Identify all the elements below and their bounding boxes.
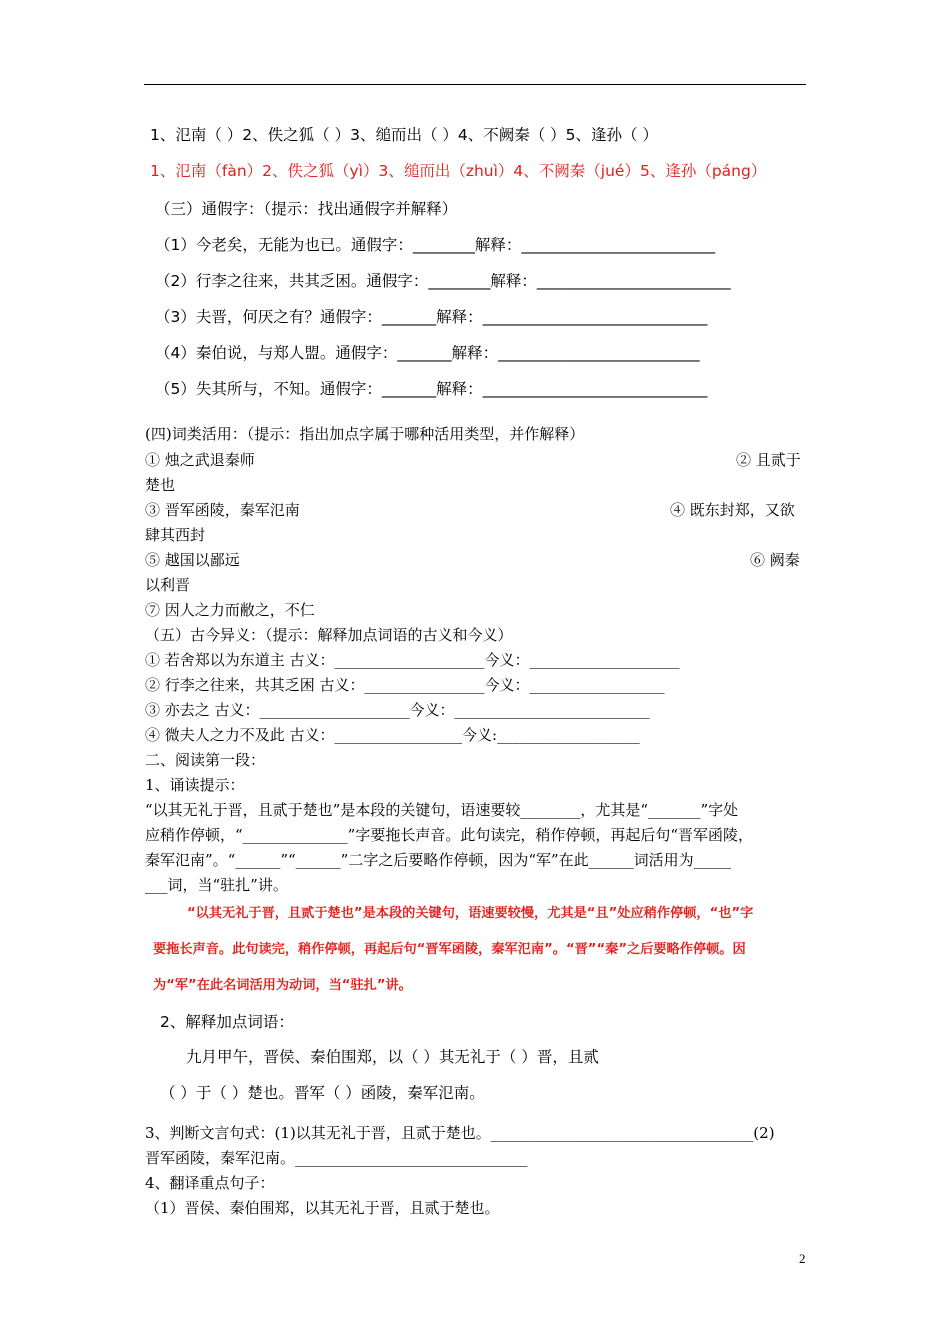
text-line-tj-3: （3）夫晋，何厌之有？通假字：_______解释：_____________________________ bbox=[155, 308, 708, 326]
text-line-p2-1a: “以其无礼于晋，且贰于楚也”是本段的关键句，语速要较________，尤其是“_______”字处 bbox=[145, 801, 739, 819]
text-line-hy-2b: 楚也 bbox=[145, 476, 176, 494]
text-line-s5-title: （五）古今异义：（提示：解释加点词语的古义和今义） bbox=[145, 626, 513, 644]
text-line-pron-q: 1、氾南（ ）2、佚之狐（ ）3、缒而出（ ）4、不阙秦（ ）5、逢孙（ ） bbox=[150, 126, 658, 144]
text-line-hy-5: ⑤ 越国以鄙远 bbox=[145, 551, 240, 569]
text-line-p2-1d: ___词，当“驻扎”讲。 bbox=[145, 876, 288, 894]
text-line-hy-2a: ② 且贰于 bbox=[736, 451, 801, 469]
text-line-p2-2b: （ ）于（ ）楚也。晋军（ ）函陵，秦军氾南。 bbox=[160, 1084, 485, 1102]
text-line-s3-title: （三）通假字：（提示：找出通假字并解释） bbox=[155, 200, 458, 218]
text-line-hy-1: ① 烛之武退秦师 bbox=[145, 451, 255, 469]
header-rule bbox=[144, 84, 806, 85]
text-line-s4-title: (四)词类活用：（提示：指出加点字属于哪种活用类型，并作解释） bbox=[145, 425, 585, 443]
text-line-hy-6a: ⑥ 阙秦 bbox=[750, 551, 800, 569]
text-line-tj-2: （2）行李之往来，共其乏困。通假字：________解释：_________________________ bbox=[155, 272, 731, 290]
text-line-p2-4a: （1）晋侯、秦伯围郑，以其无礼于晋，且贰于楚也。 bbox=[145, 1199, 500, 1217]
text-line-p2-title: 二、阅读第一段： bbox=[145, 751, 266, 769]
text-line-p2-3a: 3、判断文言句式：(1)以其无礼于晋，且贰于楚也。___________________________________(2) bbox=[145, 1124, 775, 1142]
text-line-p2-3b: 晋军函陵，秦军氾南。_______________________________ bbox=[145, 1149, 528, 1167]
text-line-hy-7: ⑦ 因人之力而敝之，不仁 bbox=[145, 601, 315, 619]
text-line-pron-ans: 1、氾南（fàn）2、佚之狐（yì）3、缒而出（zhuì）4、不阙秦（jué）5、逢孙（páng） bbox=[150, 162, 767, 180]
text-line-tj-1: （1）今老矣，无能为也已。通假字：________解释：_________________________ bbox=[155, 236, 716, 254]
text-line-hy-4a: ④ 既东封郑，又欲 bbox=[670, 501, 795, 519]
text-line-p2-1c: 秦军氾南”。“______”“______”二字之后要略作停顿，因为“军”在此______词活用为_____ bbox=[145, 851, 732, 869]
text-line-tj-5: （5）失其所与，不知。通假字：_______解释：_____________________________ bbox=[155, 380, 708, 398]
text-line-hy-6b: 以利晋 bbox=[145, 576, 191, 594]
text-line-ans-b: 要拖长声音。此句读完，稍作停顿，再起后句“晋军函陵，秦军氾南”。“晋”“秦”之后要略作停顿。因 bbox=[153, 942, 746, 957]
text-line-p2-1b: 应稍作停顿，“______________”字要拖长声音。此句读完，稍作停顿，再起后句“晋军函陵， bbox=[145, 826, 754, 844]
text-line-ans-c: 为“军”在此名词活用为动词，当“驻扎”讲。 bbox=[153, 978, 412, 993]
text-line-ans-a: “以其无礼于晋，且贰于楚也”是本段的关键句，语速要较慢，尤其是“且”处应稍作停顿，“也”字 bbox=[187, 906, 754, 921]
text-line-gj-3: ③ 亦去之 古义：____________________今义：__________________________ bbox=[145, 701, 650, 719]
text-line-p2-2a: 九月甲午，晋侯、秦伯围郑，以（ ）其无礼于（ ）晋，且贰 bbox=[186, 1048, 599, 1066]
text-line-p2-2: 2、解释加点词语： bbox=[160, 1013, 294, 1031]
text-line-gj-4: ④ 微夫人之力不及此 古义：_________________今义:___________________ bbox=[145, 726, 640, 744]
page-number: 2 bbox=[799, 1251, 806, 1266]
text-line-hy-4b: 肆其西封 bbox=[145, 526, 206, 544]
text-line-p2-1: 1、诵读提示： bbox=[145, 776, 245, 794]
text-line-hy-3: ③ 晋军函陵，秦军氾南 bbox=[145, 501, 300, 519]
text-line-p2-4: 4、翻译重点句子： bbox=[145, 1174, 275, 1192]
text-line-gj-2: ② 行李之往来，共其乏困 古义：________________今义：__________________ bbox=[145, 676, 665, 694]
text-line-tj-4: （4）秦伯说，与郑人盟。通假字：_______解释：__________________________ bbox=[155, 344, 700, 362]
text-line-gj-1: ① 若舍郑以为东道主 古义：____________________今义：____________________ bbox=[145, 651, 680, 669]
